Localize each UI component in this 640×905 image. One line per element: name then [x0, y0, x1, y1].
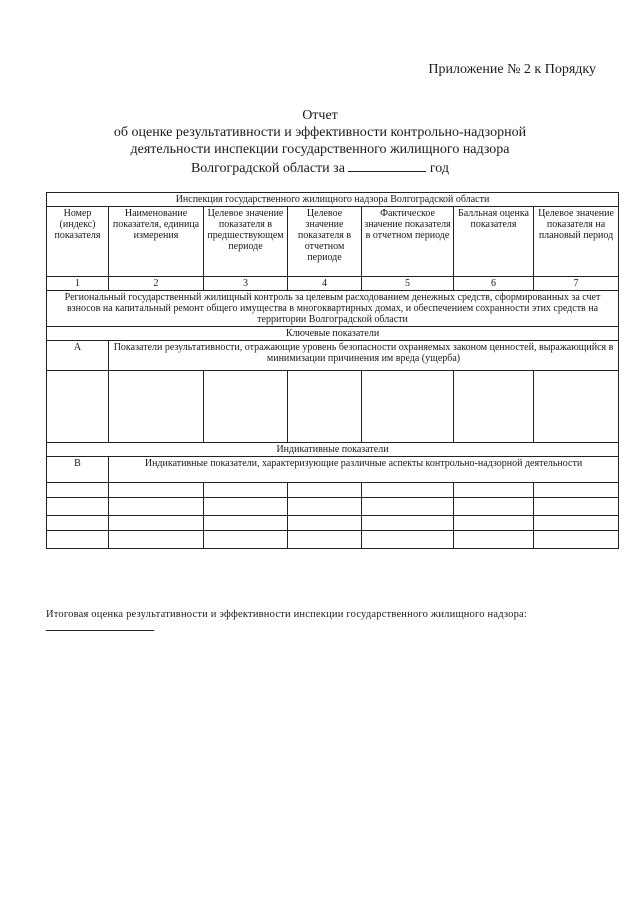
empty-cell: [362, 531, 454, 549]
table-row: [47, 498, 619, 516]
column-header: Целевое значение показателя на плановый период: [534, 207, 619, 277]
indicative-indicators-header: Индикативные показатели: [47, 443, 619, 457]
title-line-4-prefix: Волгоградской области за: [190, 161, 345, 176]
empty-cell: [362, 516, 454, 531]
column-header: Целевое значение показателя в предшествующем периоде: [204, 207, 288, 277]
empty-cell: [288, 498, 362, 516]
empty-cell: [47, 498, 109, 516]
report-table: [46, 192, 619, 549]
empty-cell: [288, 516, 362, 531]
empty-cell: [204, 483, 288, 498]
empty-cell: [47, 371, 109, 443]
column-header: Балльная оценка показателя: [454, 207, 534, 277]
empty-cell: [288, 531, 362, 549]
table-row: [47, 531, 619, 549]
empty-cell: [204, 531, 288, 549]
final-assessment-blank-field: [46, 630, 154, 631]
empty-cell: [109, 498, 204, 516]
empty-cell: [534, 498, 619, 516]
empty-cell: [454, 531, 534, 549]
org-header-cell: Инспекция государственного жилищного надзора Волгоградской области: [47, 193, 619, 207]
control-type-cell: Региональный государственный жилищный контроль за целевым расходованием денежных средств, сформированных за счет взносов на капитальный ремонт общего имущества в многоквартирных домах, и обеспечением сохранности этих средств на территории Волгоградской области: [47, 291, 619, 327]
empty-cell: [288, 483, 362, 498]
empty-cell: [47, 531, 109, 549]
empty-cell: [362, 483, 454, 498]
empty-cell: [204, 516, 288, 531]
empty-cell: [534, 531, 619, 549]
column-number: 5: [362, 277, 454, 291]
table-row: [47, 483, 619, 498]
column-number: 2: [109, 277, 204, 291]
section-b-text: Индикативные показатели, характеризующие различные аспекты контрольно-надзорной деятельности: [109, 457, 619, 483]
section-b-index: В: [47, 457, 109, 483]
column-number: 1: [47, 277, 109, 291]
empty-cell: [109, 531, 204, 549]
title-line-1: Отчет: [302, 108, 338, 123]
appendix-label: Приложение № 2 к Порядку: [428, 62, 596, 77]
year-blank-field: [348, 158, 426, 172]
empty-cell: [454, 516, 534, 531]
column-header: Наименование показателя, единица измерения: [109, 207, 204, 277]
section-a-text: Показатели результативности, отражающие уровень безопасности охраняемых законом ценностей, выражающийся в минимизации причинения им вреда (ущерба): [109, 341, 619, 371]
empty-cell: [109, 483, 204, 498]
empty-cell: [47, 483, 109, 498]
empty-cell: [204, 498, 288, 516]
empty-cell: [204, 371, 288, 443]
title-line-4-suffix: год: [429, 161, 450, 176]
column-number: 7: [534, 277, 619, 291]
column-number: 4: [288, 277, 362, 291]
section-a-index: А: [47, 341, 109, 371]
empty-cell: [109, 516, 204, 531]
empty-cell: [109, 371, 204, 443]
key-indicators-header: Ключевые показатели: [47, 327, 619, 341]
column-number: 6: [454, 277, 534, 291]
empty-cell: [534, 371, 619, 443]
table-row: [47, 371, 619, 443]
empty-cell: [534, 516, 619, 531]
title-line-4: [0, 158, 640, 177]
title-line-3: деятельности инспекции государственного жилищного надзора: [130, 142, 510, 157]
empty-cell: [47, 516, 109, 531]
table-row: [47, 516, 619, 531]
column-header: Фактическое значение показателя в отчетном периоде: [362, 207, 454, 277]
column-header: Номер (индекс) показателя: [47, 207, 109, 277]
empty-cell: [454, 371, 534, 443]
report-title: [0, 107, 640, 177]
empty-cell: [454, 498, 534, 516]
title-line-2: об оценке результативности и эффективности контрольно-надзорной: [113, 125, 527, 140]
empty-cell: [454, 483, 534, 498]
column-number: 3: [204, 277, 288, 291]
column-header: Целевое значение показателя в отчетном периоде: [288, 207, 362, 277]
empty-cell: [362, 371, 454, 443]
empty-cell: [288, 371, 362, 443]
empty-cell: [534, 483, 619, 498]
empty-cell: [362, 498, 454, 516]
final-assessment-text: Итоговая оценка результативности и эффективности инспекции государственного жилищного надзора:: [46, 609, 528, 620]
